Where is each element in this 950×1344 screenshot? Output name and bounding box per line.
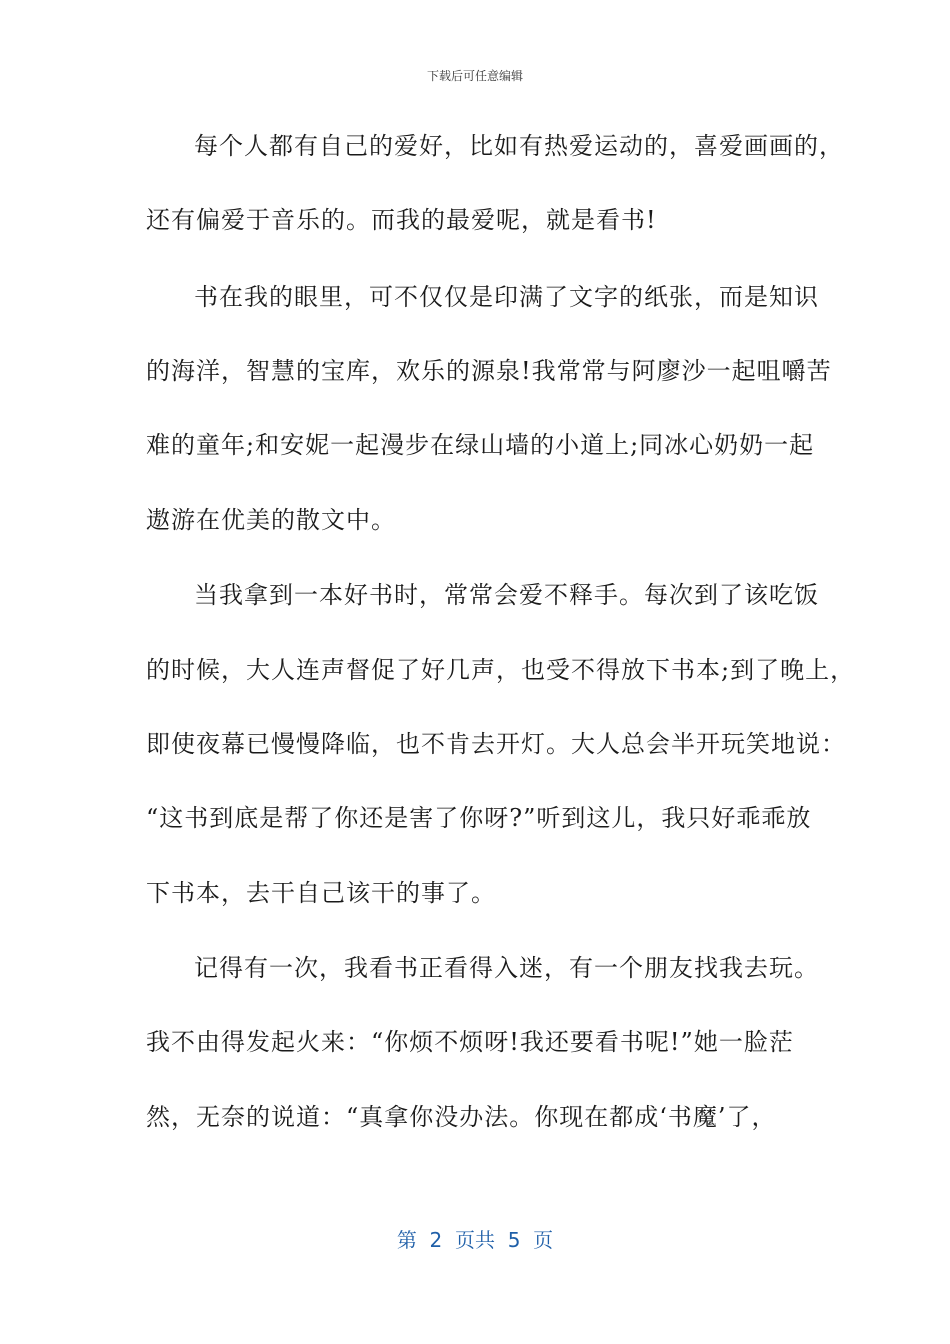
header-note: 下载后可任意编辑: [426, 69, 523, 83]
text-line: 即使夜幕已慢慢降临，也不肯去开灯。大人总会半开玩笑地说：: [146, 730, 846, 758]
text-line: 难的童年;和安妮一起漫步在绿山墙的小道上;同冰心奶奶一起: [146, 431, 815, 459]
page-number: 第 2 页共 5 页: [396, 1228, 554, 1252]
text-line: 的时候，大人连声督促了好几声，也受不得放下书本;到了晚上，: [146, 656, 856, 684]
text-line: 下书本，去干自己该干的事了。: [146, 879, 496, 907]
text-line: 我不由得发起火来：“你烦不烦呀!我还要看书呢!”她一脸茫: [146, 1028, 794, 1056]
text-line: 的海洋，智慧的宝库，欢乐的源泉!我常常与阿廖沙一起咀嚼苦: [146, 357, 832, 385]
text-line: 每个人都有自己的爱好，比如有热爱运动的，喜爱画画的，: [194, 132, 844, 160]
text-line: 记得有一次，我看书正看得入迷，有一个朋友找我去玩。: [194, 954, 819, 982]
text-line: 然，无奈的说道：“真拿你没办法。你现在都成‘书魔’了，: [146, 1103, 777, 1131]
text-line: 书在我的眼里，可不仅仅是印满了文字的纸张，而是知识: [194, 283, 819, 311]
text-line: 遨游在优美的散文中。: [146, 506, 396, 534]
text-line: 还有偏爱于音乐的。而我的最爱呢，就是看书!: [146, 206, 657, 234]
text-line: “这书到底是帮了你还是害了你呀?”听到这儿，我只好乖乖放: [146, 804, 812, 832]
text-line: 当我拿到一本好书时，常常会爱不释手。每次到了该吃饭: [194, 581, 819, 609]
